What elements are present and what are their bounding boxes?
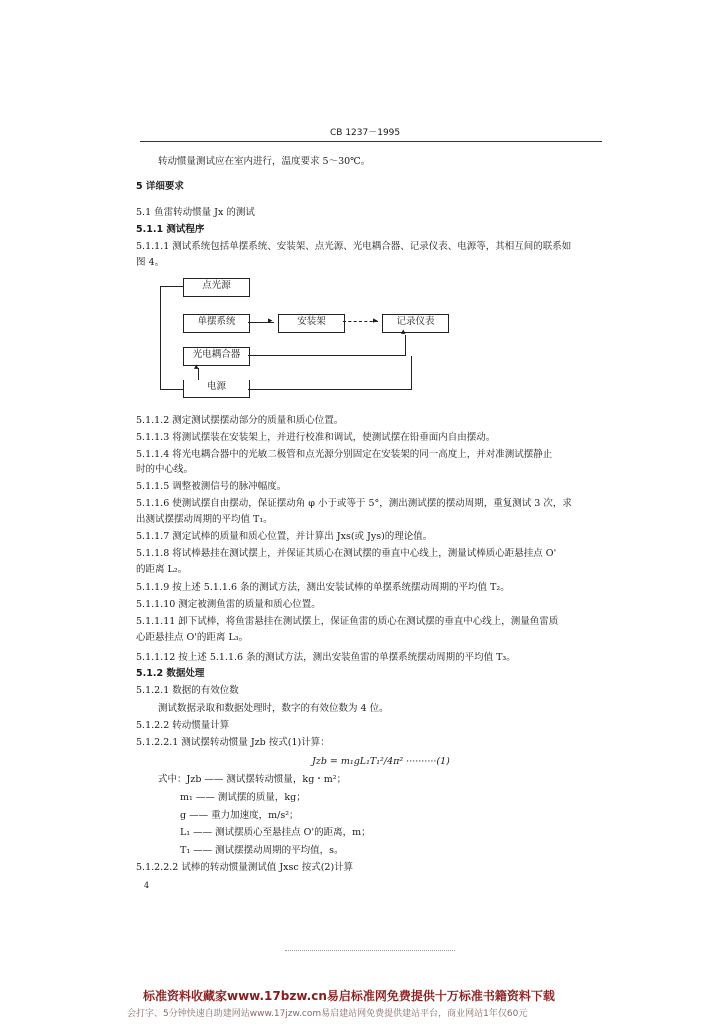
para-line: 5.1.1.7 测定试棒的质量和质心位置，并计算出 Jxs(或 Jys)的理论值。 <box>136 531 433 542</box>
where-line: L₁ —— 测试摆质心至悬挂点 O'的距离，m； <box>180 827 371 838</box>
para-line: 5.1.1.2 测定测试摆摆动部分的质量和质心位置。 <box>136 415 344 426</box>
section-5-1-1-heading: 5.1.1 测试程序 <box>136 224 205 235</box>
para-line: 的距离 L₂。 <box>136 564 188 575</box>
arrow-up-icon: ▴ <box>401 327 406 337</box>
header-rule <box>140 141 602 142</box>
para-line: 5.1.1.3 将测试摆装在安装架上，并进行校准和调试，使测试摆在铅垂面内自由摆动。 <box>136 432 496 443</box>
para-line: 5.1.1.12 按上述 5.1.1.6 条的测试方法，测出安装鱼雷的单摆系统摆动周期的平均值 T₃。 <box>136 652 516 663</box>
arrow-up-icon: ▴ <box>194 362 199 372</box>
para-line: 出测试摆摆动周期的平均值 T₁。 <box>136 514 273 525</box>
mount-box: 安装架 <box>278 314 345 333</box>
para-line: 5.1.1.5 调整被测信号的脉冲幅度。 <box>136 481 287 492</box>
para-line: 5.1.2.1 数据的有效位数 <box>136 685 239 696</box>
para-line: 5.1.1.10 测定被测鱼雷的质量和质心位置。 <box>136 599 321 610</box>
para-line: 测试数据录取和数据处理时，数字的有效位数为 4 位。 <box>158 703 389 714</box>
footer-banner: 标准资料收藏家www.17bzw.cn易启标准网免费提供十万标准书籍资料下载 <box>143 989 555 1003</box>
intro-text: 转动惯量测试应在室内进行，温度要求 5～30℃。 <box>158 156 371 167</box>
para-line: 5.1.1.4 将光电耦合器中的光敏二极管和点光源分别固定在安装架的同一高度上，并对准测试摆静止 <box>136 449 553 460</box>
pendulum-box: 单摆系统 <box>183 314 250 333</box>
where-line: m₁ —— 测试摆的质量，kg； <box>180 792 306 803</box>
connector-line <box>160 286 161 389</box>
para-line: 心距悬挂点 O'的距离 L₃。 <box>136 632 249 643</box>
connector-line <box>248 389 412 390</box>
point-light-box: 点光源 <box>183 278 250 297</box>
where-line: 式中：Jzb —— 测试摆转动惯量，kg・m²； <box>158 774 347 785</box>
connector-line <box>160 389 183 390</box>
para-line: 5.1.1.8 将试棒悬挂在测试摆上，并保证其质心在测试摆的垂直中心线上，测量试棒质心距悬挂点 O' <box>136 548 557 559</box>
standard-code: CB 1237－1995 <box>330 128 401 138</box>
arrow-right-icon: ▸ <box>268 316 273 326</box>
formula-1: Jzb = m₁gL₁T₁²/4π² ··········(1) <box>312 756 450 767</box>
arrow-right-icon: ▸ <box>373 316 378 326</box>
where-line: T₁ —— 测试摆摆动周期的平均值，s。 <box>180 845 344 856</box>
para-line: 5.1.2.2 转动惯量计算 <box>136 720 230 731</box>
para-line: 时的中心线。 <box>136 464 194 475</box>
connector-line <box>411 356 412 390</box>
page-number: 4 <box>144 881 150 890</box>
para-line: 5.1.2.2.1 测试摆转动惯量 Jzb 按式(1)计算： <box>136 737 330 748</box>
power-box: 电源 <box>183 380 250 398</box>
connector-line <box>405 335 406 356</box>
dotted-divider <box>285 950 455 951</box>
section-5-1-2-heading: 5.1.2 数据处理 <box>136 668 205 679</box>
para-5-1-1-1-line2: 图 4。 <box>136 257 165 268</box>
coupler-box: 光电耦合器 <box>183 347 250 366</box>
connector-line <box>160 286 183 287</box>
para-5-1-1-1-line1: 5.1.1.1 测试系统包括单摆系统、安装架、点光源、光电耦合器、记录仪表、电源等，其相互间的联系如 <box>136 241 572 252</box>
recorder-box: 记录仪表 <box>382 314 449 333</box>
para-line: 5.1.1.6 使测试摆自由摆动，保证摆动角 φ 小于或等于 5°，测出测试摆的摆动周期，重复测试 3 次，求 <box>136 498 572 509</box>
connector-line <box>248 355 406 356</box>
where-line: g —— 重力加速度，m/s²； <box>180 810 299 821</box>
section-5-heading: 5 详细要求 <box>136 181 184 192</box>
para-5-1-2-2-2: 5.1.2.2.2 试棒的转动惯量测试值 Jxsc 按式(2)计算 <box>136 862 354 873</box>
para-line: 5.1.1.9 按上述 5.1.1.6 条的测试方法，测出安装试棒的单摆系统摆动周期的平均值 T₂。 <box>136 582 510 593</box>
section-5-1-heading: 5.1 鱼雷转动惯量 Jx 的测试 <box>136 207 255 218</box>
footer-subbanner: 会打字、5分钟快速自助建网站www.17jzw.com易启建站网免费提供建站平台，商业网站1年仅60元 <box>127 1009 528 1019</box>
para-line: 5.1.1.11 卸下试棒，将鱼雷悬挂在测试摆上，保证鱼雷的质心在测试摆的垂直中心线上，测量鱼雷质 <box>136 616 559 627</box>
